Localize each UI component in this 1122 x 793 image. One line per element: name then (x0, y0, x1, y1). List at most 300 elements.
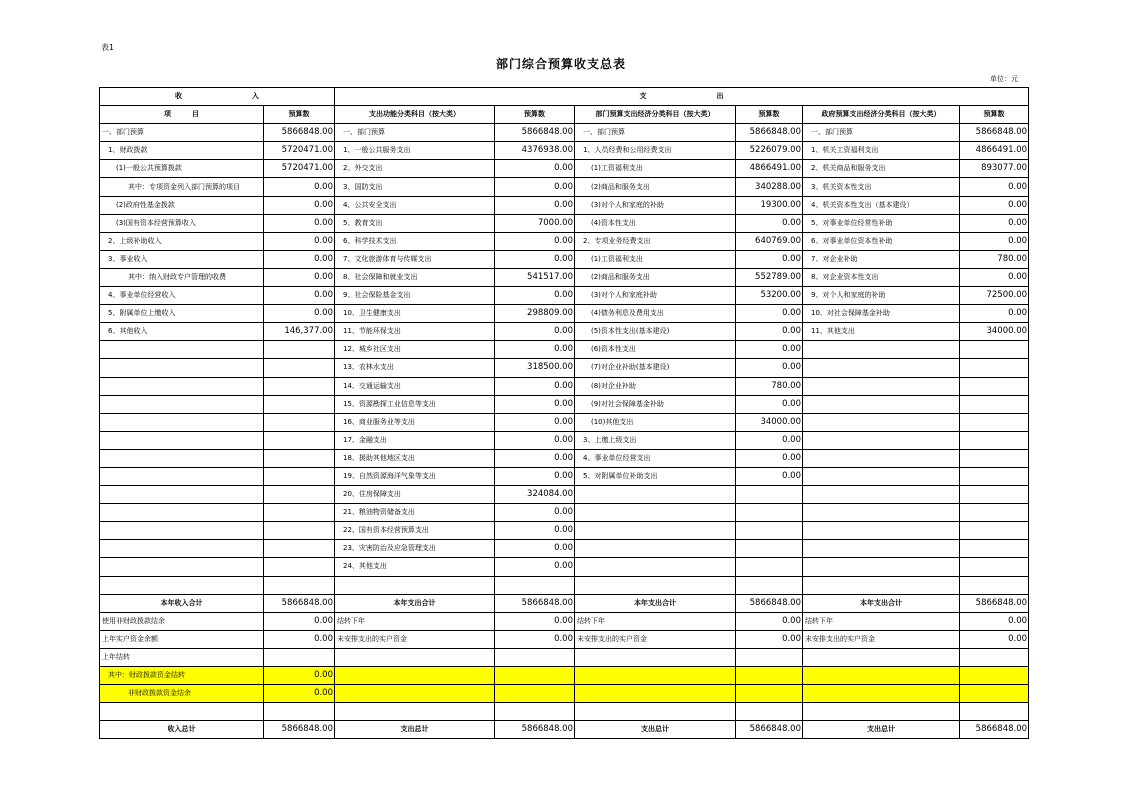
budget-cell: 5866848.00 (960, 124, 1029, 142)
budget-cell (960, 341, 1029, 359)
budget-cell: 5866848.00 (264, 594, 335, 612)
item-cell (100, 395, 264, 413)
item-cell (575, 504, 736, 522)
item-cell: 其中：专项资金列入部门预算的项目 (100, 178, 264, 196)
item-cell: 其中：纳入财政专户管理的收费 (100, 268, 264, 286)
empty-cell (803, 667, 960, 685)
budget-cell: 0.00 (264, 232, 335, 250)
item-cell: 18、援助其他地区支出 (335, 449, 495, 467)
budget-cell (960, 504, 1029, 522)
budget-cell (960, 395, 1029, 413)
grand-total-row (100, 721, 1029, 739)
item-cell: 一、部门预算 (803, 124, 960, 142)
item-cell: (2)商品和服务支出 (575, 178, 736, 196)
budget-cell (960, 431, 1029, 449)
empty-cell (736, 703, 803, 721)
budget-cell: 0.00 (495, 250, 575, 268)
budget-cell (264, 431, 335, 449)
budget-cell: 5866848.00 (495, 721, 575, 739)
item-cell: 1、一般公共服务支出 (335, 142, 495, 160)
item-cell (803, 540, 960, 558)
budget-cell: 0.00 (495, 630, 575, 648)
budget-cell: 5866848.00 (736, 124, 803, 142)
empty-cell (495, 648, 575, 666)
table-row (100, 178, 1029, 196)
table-row (100, 232, 1029, 250)
table-row (100, 305, 1029, 323)
budget-cell: 0.00 (495, 395, 575, 413)
item-cell: 4、机关资本性支出（基本建设） (803, 196, 960, 214)
item-cell: 4、公共安全支出 (335, 196, 495, 214)
budget-cell: 0.00 (736, 449, 803, 467)
empty-cell (736, 648, 803, 666)
table-row (100, 703, 1029, 721)
item-cell: (4)债务利息及费用支出 (575, 305, 736, 323)
highlight-row (100, 667, 1029, 685)
table-row (100, 449, 1029, 467)
budget-cell: 318500.00 (495, 359, 575, 377)
budget-cell: 0.00 (495, 160, 575, 178)
budget-cell: 5866848.00 (960, 594, 1029, 612)
item-cell: 11、其他支出 (803, 323, 960, 341)
budget-cell: 19300.00 (736, 196, 803, 214)
budget-cell: 340288.00 (736, 178, 803, 196)
unit-label: 单位：元 (990, 75, 1018, 83)
budget-cell (736, 522, 803, 540)
item-cell: 21、粮油物资储备支出 (335, 504, 495, 522)
col-budget: 预算数 (495, 106, 575, 124)
budget-cell: 0.00 (495, 287, 575, 305)
col-budget: 预算数 (736, 106, 803, 124)
budget-cell (960, 449, 1029, 467)
item-cell: 19、自然资源海洋气象等支出 (335, 467, 495, 485)
budget-cell: 0.00 (495, 467, 575, 485)
item-cell: 2、上级补助收入 (100, 232, 264, 250)
table-row (100, 504, 1029, 522)
empty-cell (575, 667, 736, 685)
item-cell: 23、灾害防治及应急管理支出 (335, 540, 495, 558)
budget-cell: 5866848.00 (495, 594, 575, 612)
expense-header: 支 出 (335, 88, 1029, 106)
budget-cell: 0.00 (495, 323, 575, 341)
budget-cell: 34000.00 (960, 323, 1029, 341)
budget-cell: 5866848.00 (736, 594, 803, 612)
budget-cell (264, 377, 335, 395)
table-row (100, 160, 1029, 178)
budget-cell (736, 540, 803, 558)
budget-cell: 0.00 (736, 630, 803, 648)
item-cell: 一、部门预算 (100, 124, 264, 142)
budget-cell: 640769.00 (736, 232, 803, 250)
table-row (100, 558, 1029, 576)
item-cell: 16、商业服务业等支出 (335, 413, 495, 431)
item-cell (803, 377, 960, 395)
col-item: 项 目 (100, 106, 264, 124)
item-cell: 一、部门预算 (335, 124, 495, 142)
budget-cell: 4866491.00 (736, 160, 803, 178)
budget-cell: 0.00 (960, 214, 1029, 232)
item-cell (100, 449, 264, 467)
budget-cell: 0.00 (736, 359, 803, 377)
item-cell: 本年支出合计 (803, 594, 960, 612)
budget-cell (736, 558, 803, 576)
item-cell: 未安排支出的实户资金 (575, 630, 736, 648)
empty-cell (960, 685, 1029, 703)
item-cell: (4)资本性支出 (575, 214, 736, 232)
item-cell: 一、部门预算 (575, 124, 736, 142)
empty-cell (335, 685, 495, 703)
budget-cell: 0.00 (736, 305, 803, 323)
item-cell: 9、对个人和家庭的补助 (803, 287, 960, 305)
item-cell (100, 341, 264, 359)
item-cell: 结转下年 (575, 612, 736, 630)
item-cell: (3)对个人和家庭补助 (575, 287, 736, 305)
item-cell: 收入总计 (100, 721, 264, 739)
budget-cell: 4866491.00 (960, 142, 1029, 160)
item-cell: 3、上缴上级支出 (575, 431, 736, 449)
table-row (100, 395, 1029, 413)
table-row (100, 359, 1029, 377)
item-cell (803, 558, 960, 576)
table-row (100, 486, 1029, 504)
item-cell (803, 413, 960, 431)
item-cell: 5、教育支出 (335, 214, 495, 232)
item-cell (100, 431, 264, 449)
budget-cell: 0.00 (960, 305, 1029, 323)
item-cell: (2)政府性基金拨款 (100, 196, 264, 214)
budget-cell: 0.00 (264, 268, 335, 286)
item-cell: (1)工资福利支出 (575, 250, 736, 268)
empty-cell (736, 576, 803, 594)
table-row (100, 341, 1029, 359)
empty-cell (335, 667, 495, 685)
budget-cell: 5866848.00 (264, 124, 335, 142)
budget-cell: 0.00 (736, 250, 803, 268)
empty-cell (960, 703, 1029, 721)
item-cell: (1)一般公共预算拨款 (100, 160, 264, 178)
table-row (100, 377, 1029, 395)
item-cell: 10、卫生健康支出 (335, 305, 495, 323)
empty-cell (335, 648, 495, 666)
budget-cell: 0.00 (960, 196, 1029, 214)
table-row (100, 522, 1029, 540)
table-row (100, 250, 1029, 268)
budget-cell: 552789.00 (736, 268, 803, 286)
table-row (100, 268, 1029, 286)
budget-cell: 0.00 (495, 504, 575, 522)
budget-cell: 146,377.00 (264, 323, 335, 341)
item-cell (575, 540, 736, 558)
table-row (100, 323, 1029, 341)
item-cell: 1、机关工资福利支出 (803, 142, 960, 160)
item-cell: 13、农林水支出 (335, 359, 495, 377)
budget-cell: 541517.00 (495, 268, 575, 286)
item-cell: (1)工资福利支出 (575, 160, 736, 178)
item-cell: 未安排支出的实户资金 (335, 630, 495, 648)
carry-row (100, 630, 1029, 648)
budget-cell: 298809.00 (495, 305, 575, 323)
item-cell: 使用非财政拨款结余 (100, 612, 264, 630)
budget-cell: 5866848.00 (736, 721, 803, 739)
item-cell: (3)对个人和家庭的补助 (575, 196, 736, 214)
item-cell: 9、社会保险基金支出 (335, 287, 495, 305)
budget-cell: 0.00 (495, 540, 575, 558)
table-row (100, 431, 1029, 449)
item-cell: 1、财政拨款 (100, 142, 264, 160)
budget-cell: 0.00 (264, 250, 335, 268)
item-cell: 24、其他支出 (335, 558, 495, 576)
col-budget: 预算数 (264, 106, 335, 124)
item-cell (803, 341, 960, 359)
empty-cell (495, 576, 575, 594)
budget-cell: 0.00 (736, 395, 803, 413)
empty-cell (264, 648, 335, 666)
empty-cell (960, 648, 1029, 666)
item-cell: 12、城乡社区支出 (335, 341, 495, 359)
empty-cell (495, 685, 575, 703)
empty-cell (960, 667, 1029, 685)
item-cell: 6、对事业单位资本性补助 (803, 232, 960, 250)
budget-cell: 0.00 (264, 287, 335, 305)
empty-cell (803, 685, 960, 703)
prev-carry-row (100, 648, 1029, 666)
item-cell: 10、对社会保障基金补助 (803, 305, 960, 323)
table-row (100, 467, 1029, 485)
budget-cell: 0.00 (264, 612, 335, 630)
item-cell: 3、国防支出 (335, 178, 495, 196)
budget-cell: 5720471.00 (264, 142, 335, 160)
budget-cell: 0.00 (264, 685, 335, 703)
empty-cell (803, 703, 960, 721)
item-cell: 其中：财政拨款资金结转 (100, 667, 264, 685)
budget-cell: 0.00 (495, 377, 575, 395)
budget-cell: 780.00 (960, 250, 1029, 268)
budget-cell (960, 359, 1029, 377)
budget-cell (264, 467, 335, 485)
income-header: 收 入 (100, 88, 335, 106)
budget-cell (960, 558, 1029, 576)
budget-cell: 0.00 (960, 630, 1029, 648)
item-cell: (5)资本性支出(基本建设) (575, 323, 736, 341)
item-cell: 3、事业收入 (100, 250, 264, 268)
table-row (100, 287, 1029, 305)
budget-cell: 53200.00 (736, 287, 803, 305)
budget-cell: 0.00 (264, 630, 335, 648)
budget-cell: 0.00 (736, 612, 803, 630)
item-cell (803, 467, 960, 485)
budget-cell (960, 413, 1029, 431)
empty-cell (575, 576, 736, 594)
item-cell: (3)国有资本经营预算收入 (100, 214, 264, 232)
year-total-row (100, 594, 1029, 612)
budget-cell: 0.00 (264, 196, 335, 214)
item-cell: 22、国有资本经营预算支出 (335, 522, 495, 540)
budget-cell (264, 540, 335, 558)
empty-cell (100, 576, 264, 594)
item-cell: 上年实户资金余额 (100, 630, 264, 648)
budget-cell: 0.00 (495, 341, 575, 359)
budget-cell: 0.00 (736, 431, 803, 449)
item-cell: 结转下年 (335, 612, 495, 630)
table-row (100, 576, 1029, 594)
budget-cell: 5866848.00 (960, 721, 1029, 739)
item-cell: 本年支出合计 (335, 594, 495, 612)
empty-cell (803, 576, 960, 594)
budget-cell: 0.00 (495, 449, 575, 467)
item-cell (100, 486, 264, 504)
item-cell: (6)资本性支出 (575, 341, 736, 359)
empty-cell (495, 667, 575, 685)
item-cell: 7、对企业补助 (803, 250, 960, 268)
budget-cell: 0.00 (495, 178, 575, 196)
item-cell (575, 558, 736, 576)
table-row (100, 413, 1029, 431)
item-cell: 5、对事业单位经常性补助 (803, 214, 960, 232)
item-cell (100, 504, 264, 522)
item-cell: (8)对企业补助 (575, 377, 736, 395)
budget-cell: 0.00 (264, 305, 335, 323)
sheet-label: 表1 (101, 43, 115, 52)
item-cell: 14、交通运输支出 (335, 377, 495, 395)
budget-cell: 72500.00 (960, 287, 1029, 305)
item-cell (100, 377, 264, 395)
budget-cell: 0.00 (264, 214, 335, 232)
empty-cell (736, 685, 803, 703)
item-cell: 2、外交支出 (335, 160, 495, 178)
col-func: 支出功能分类科目（按大类） (335, 106, 495, 124)
item-cell: 20、住房保障支出 (335, 486, 495, 504)
item-cell (100, 413, 264, 431)
item-cell (803, 504, 960, 522)
budget-cell: 780.00 (736, 377, 803, 395)
empty-cell (495, 703, 575, 721)
budget-cell: 5866848.00 (264, 721, 335, 739)
item-cell (803, 395, 960, 413)
item-cell: 1、人员经费和公用经费支出 (575, 142, 736, 160)
empty-cell (575, 703, 736, 721)
empty-cell (803, 648, 960, 666)
budget-cell: 0.00 (736, 341, 803, 359)
budget-cell: 893077.00 (960, 160, 1029, 178)
item-cell: 本年支出合计 (575, 594, 736, 612)
item-cell: 4、事业单位经营收入 (100, 287, 264, 305)
budget-cell: 0.00 (960, 232, 1029, 250)
budget-cell: 5720471.00 (264, 160, 335, 178)
budget-cell: 0.00 (736, 467, 803, 485)
item-cell (575, 522, 736, 540)
budget-cell (264, 504, 335, 522)
budget-cell: 34000.00 (736, 413, 803, 431)
item-cell: 17、金融支出 (335, 431, 495, 449)
item-cell (803, 449, 960, 467)
budget-cell (960, 377, 1029, 395)
item-cell (803, 486, 960, 504)
carry-row (100, 612, 1029, 630)
item-cell: 上年结转 (100, 648, 264, 666)
item-cell: 支出总计 (335, 721, 495, 739)
table-row (100, 540, 1029, 558)
budget-cell (264, 359, 335, 377)
item-cell: 3、机关资本性支出 (803, 178, 960, 196)
item-cell (100, 467, 264, 485)
budget-cell: 5226079.00 (736, 142, 803, 160)
budget-cell: 0.00 (495, 522, 575, 540)
budget-cell (264, 341, 335, 359)
item-cell: (2)商品和服务支出 (575, 268, 736, 286)
table-row (100, 124, 1029, 142)
budget-cell: 0.00 (264, 667, 335, 685)
page-title: 部门综合预算收支总表 (495, 57, 626, 71)
item-cell: 6、其他收入 (100, 323, 264, 341)
budget-cell (960, 467, 1029, 485)
empty-cell (335, 576, 495, 594)
budget-cell (736, 486, 803, 504)
item-cell: 结转下年 (803, 612, 960, 630)
empty-cell (736, 667, 803, 685)
highlight-row (100, 685, 1029, 703)
budget-table (99, 87, 1029, 739)
budget-cell (264, 558, 335, 576)
item-cell: 5、附属单位上缴收入 (100, 305, 264, 323)
budget-cell: 0.00 (495, 558, 575, 576)
table-row (100, 142, 1029, 160)
item-cell: 6、科学技术支出 (335, 232, 495, 250)
item-cell: (9)对社会保障基金补助 (575, 395, 736, 413)
budget-cell: 0.00 (495, 232, 575, 250)
budget-cell: 0.00 (736, 214, 803, 232)
budget-cell (264, 449, 335, 467)
item-cell (575, 486, 736, 504)
budget-cell: 0.00 (495, 413, 575, 431)
budget-cell: 324084.00 (495, 486, 575, 504)
item-cell: 未安排支出的实户资金 (803, 630, 960, 648)
budget-cell: 4376938.00 (495, 142, 575, 160)
budget-cell: 5866848.00 (495, 124, 575, 142)
budget-cell (264, 395, 335, 413)
empty-cell (575, 685, 736, 703)
budget-cell (264, 486, 335, 504)
table-row (100, 214, 1029, 232)
budget-cell: 7000.00 (495, 214, 575, 232)
item-cell (100, 522, 264, 540)
empty-cell (100, 703, 264, 721)
item-cell: 本年收入合计 (100, 594, 264, 612)
item-cell: 4、事业单位经营支出 (575, 449, 736, 467)
budget-cell (736, 504, 803, 522)
item-cell (803, 359, 960, 377)
table-row (100, 196, 1029, 214)
budget-cell: 0.00 (960, 178, 1029, 196)
budget-cell: 0.00 (960, 612, 1029, 630)
budget-cell (264, 522, 335, 540)
budget-cell: 0.00 (495, 612, 575, 630)
empty-cell (264, 576, 335, 594)
empty-cell (575, 648, 736, 666)
budget-cell: 0.00 (264, 178, 335, 196)
budget-cell (960, 522, 1029, 540)
item-cell: 8、社会保障和就业支出 (335, 268, 495, 286)
item-cell: (7)对企业补助(基本建设) (575, 359, 736, 377)
col-gov: 政府预算支出经济分类科目（按大类） (803, 106, 960, 124)
item-cell (100, 558, 264, 576)
item-cell: (10)其他支出 (575, 413, 736, 431)
budget-cell: 0.00 (495, 431, 575, 449)
budget-cell: 0.00 (736, 323, 803, 341)
item-cell: 7、文化旅游体育与传媒支出 (335, 250, 495, 268)
item-cell: 非财政拨款资金结余 (100, 685, 264, 703)
item-cell (803, 522, 960, 540)
item-cell: 2、专项业务经费支出 (575, 232, 736, 250)
